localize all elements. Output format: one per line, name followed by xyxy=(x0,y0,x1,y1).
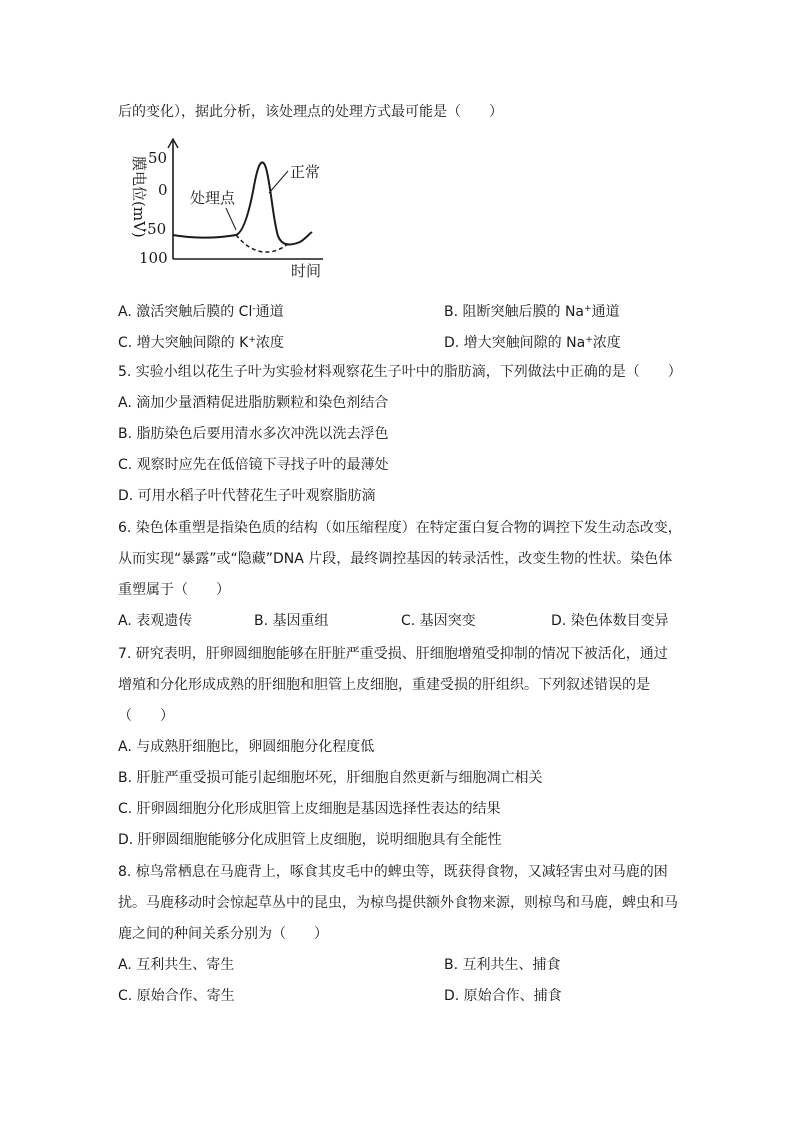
q7-option-b[interactable]: B. 肝脏严重受损可能引起细胞坏死，肝细胞自然更新与细胞凋亡相关 xyxy=(118,770,543,786)
q4-option-c[interactable] xyxy=(118,331,284,352)
q4-option-d-text: D. 增大突触间隙的 Na xyxy=(444,335,586,351)
q4-option-d[interactable] xyxy=(444,331,621,352)
q4-option-d-suffix: 浓度 xyxy=(592,335,621,351)
q5-option-d[interactable]: D. 可用水稻子叶代替花生子叶观察脂肪滴 xyxy=(118,488,376,504)
treated-curve xyxy=(236,235,290,252)
q7-option-c[interactable]: C. 肝卵圆细胞分化形成胆管上皮细胞是基因选择性表达的结果 xyxy=(118,801,501,817)
y-tick-50: 50 xyxy=(148,149,168,167)
label-treatment-point: 处理点 xyxy=(190,189,236,207)
q8-stem-line-1: 8. 椋鸟常栖息在马鹿背上，啄食其皮毛中的蜱虫等，既获得食物，又减轻害虫对马鹿的困 xyxy=(118,864,668,880)
q6-option-a[interactable]: A. 表观遗传 xyxy=(118,613,193,629)
label-normal: 正常 xyxy=(290,163,321,181)
q4-option-c-text: C. 增大突触间隙的 K xyxy=(118,335,249,351)
q6-stem-line-1: 6. 染色体重塑是指染色质的结构（如压缩程度）在特定蛋白复合物的调控下发生动态改变， xyxy=(118,520,682,536)
q6-stem-line-3: 重塑属于（ ） xyxy=(118,582,230,598)
q6-option-d[interactable]: D. 染色体数目变异 xyxy=(551,613,669,629)
chloride-superscript: - xyxy=(252,304,256,314)
q5-option-b[interactable]: B. 脂肪染色后要用清水多次冲洗以洗去浮色 xyxy=(118,426,389,442)
potassium-superscript: + xyxy=(248,335,256,345)
q5-option-a[interactable]: A. 滴加少量酒精促进脂肪颗粒和染色剂结合 xyxy=(118,395,389,411)
q7-option-a[interactable]: A. 与成熟肝细胞比，卵圆细胞分化程度低 xyxy=(118,739,375,755)
q7-option-d[interactable]: D. 肝卵圆细胞能够分化成胆管上皮细胞，说明细胞具有全能性 xyxy=(118,832,502,848)
q4-option-b[interactable] xyxy=(444,300,620,321)
q4-option-a-suffix: 通道 xyxy=(255,304,284,320)
q8-option-c[interactable]: C. 原始合作、寄生 xyxy=(118,988,235,1004)
normal-leader-line xyxy=(269,171,288,193)
q8-option-d[interactable]: D. 原始合作、捕食 xyxy=(444,988,562,1004)
q7-stem-line-2: 增殖和分化形成成熟的肝细胞和胆管上皮细胞，重建受损的肝组织。下列叙述错误的是 xyxy=(118,677,650,693)
q4-option-b-text: B. 阻断突触后膜的 Na xyxy=(444,304,585,320)
q5-option-c[interactable]: C. 观察时应先在低倍镜下寻找子叶的最薄处 xyxy=(118,457,389,473)
x-axis-label: 时间 xyxy=(291,262,322,280)
q5-stem: 5. 实验小组以花生子叶为实验材料观察花生子叶中的脂肪滴，下列做法中正确的是（ ） xyxy=(118,364,682,380)
q8-stem-line-2: 扰。马鹿移动时会惊起草丛中的昆虫，为椋鸟提供额外食物来源，则椋鸟和马鹿，蜱虫和马 xyxy=(118,895,678,911)
q8-stem-line-3: 鹿之间的种间关系分别为（ ） xyxy=(118,926,328,942)
sodium-superscript: + xyxy=(584,304,592,314)
q6-option-b[interactable]: B. 基因重组 xyxy=(254,613,329,629)
y-tick-minus-50: -50 xyxy=(142,220,167,238)
q8-option-a[interactable]: A. 互利共生、寄生 xyxy=(118,957,235,973)
q4-option-a[interactable] xyxy=(118,300,284,321)
q6-stem-line-2: 从而实现“暴露”或“隐藏”DNA 片段，最终调控基因的转录活性，改变生物的性状。染色体 xyxy=(118,551,673,567)
q7-stem-line-3: （ ） xyxy=(118,708,174,724)
q4-option-b-suffix: 通道 xyxy=(591,304,620,320)
q4-option-a-text: A. 激活突触后膜的 Cl xyxy=(118,304,253,320)
y-axis-label: 膜电位(mV) xyxy=(130,156,148,238)
membrane-potential-figure xyxy=(118,138,333,283)
y-tick-100: 100 xyxy=(139,249,168,267)
question-intro-line: 后的变化），据此分析，该处理点的处理方式最可能是（ ） xyxy=(118,104,503,120)
q7-stem-line-1: 7. 研究表明，肝卵圆细胞能够在肝脏严重受损、肝细胞增殖受抑制的情况下被活化，通过 xyxy=(118,646,668,662)
treatment-leader-line xyxy=(226,208,236,230)
q4-option-c-suffix: 浓度 xyxy=(255,335,284,351)
q8-option-b[interactable]: B. 互利共生、捕食 xyxy=(444,957,561,973)
y-tick-0: 0 xyxy=(158,181,168,199)
q6-option-c[interactable]: C. 基因突变 xyxy=(401,613,476,629)
sodium-superscript: + xyxy=(585,335,593,345)
